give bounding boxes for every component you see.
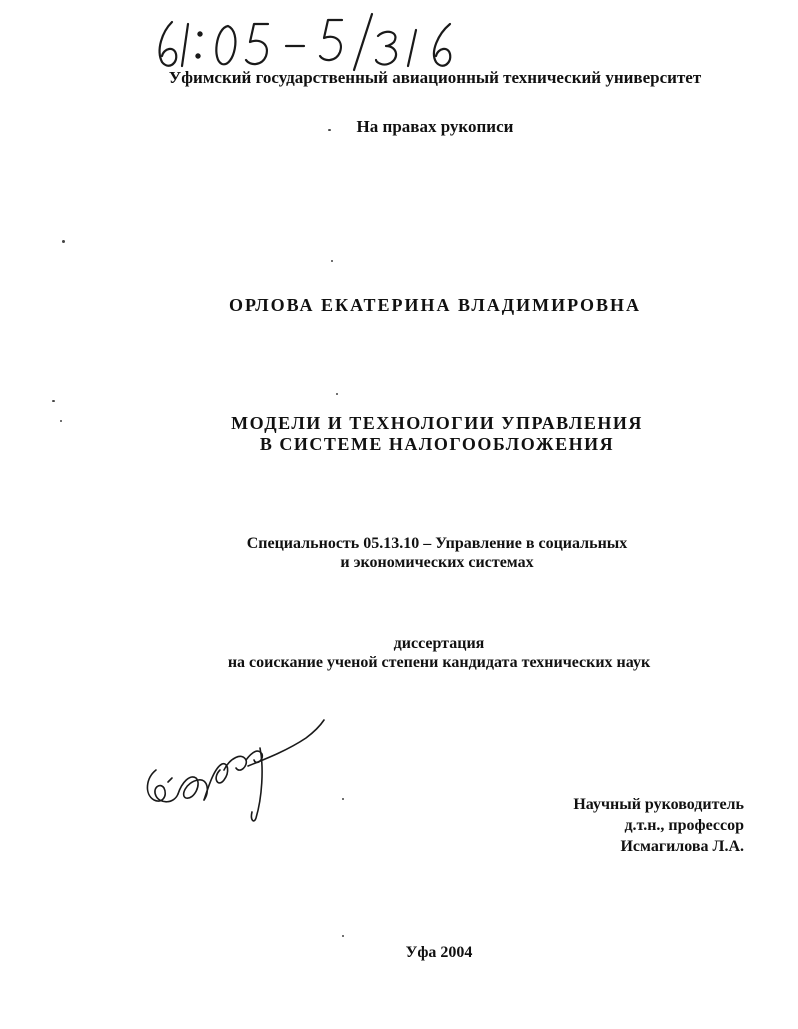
- scan-speck: [336, 393, 338, 395]
- scan-speck: [52, 400, 55, 402]
- author-name: ОРЛОВА ЕКАТЕРИНА ВЛАДИМИРОВНА: [228, 295, 642, 315]
- degree-description: на соискание ученой степени кандидата технических наук: [227, 654, 651, 671]
- scan-speck: [62, 240, 65, 243]
- scan-speck: [328, 129, 331, 131]
- dissertation-label: диссертация: [393, 635, 485, 652]
- supervisor-name: Исмагилова Л.А.: [620, 838, 744, 855]
- scan-speck: [60, 420, 62, 422]
- scientific-supervisor-block: [573, 794, 744, 857]
- university-name: Уфимский государственный авиационный технический университет: [168, 68, 702, 87]
- author-signature: [138, 708, 338, 828]
- thesis-title-line-1: МОДЕЛИ И ТЕХНОЛОГИИ УПРАВЛЕНИЯ: [231, 413, 643, 433]
- manuscript-rights-label: На правах рукописи: [356, 117, 514, 136]
- specialty-line-2: и экономических системах: [340, 554, 534, 571]
- supervisor-role: Научный руководитель: [573, 796, 744, 813]
- scan-speck: [331, 260, 333, 262]
- scan-speck: [342, 798, 344, 800]
- city-year: Уфа 2004: [405, 944, 473, 961]
- thesis-title-line-2: В СИСТЕМЕ НАЛОГООБЛОЖЕНИЯ: [259, 434, 615, 454]
- handwritten-archive-code: [150, 10, 480, 74]
- supervisor-degree: д.т.н., профессор: [624, 817, 744, 834]
- scan-speck: [342, 935, 344, 937]
- specialty-line-1: Специальность 05.13.10 – Управление в социальных: [246, 535, 628, 552]
